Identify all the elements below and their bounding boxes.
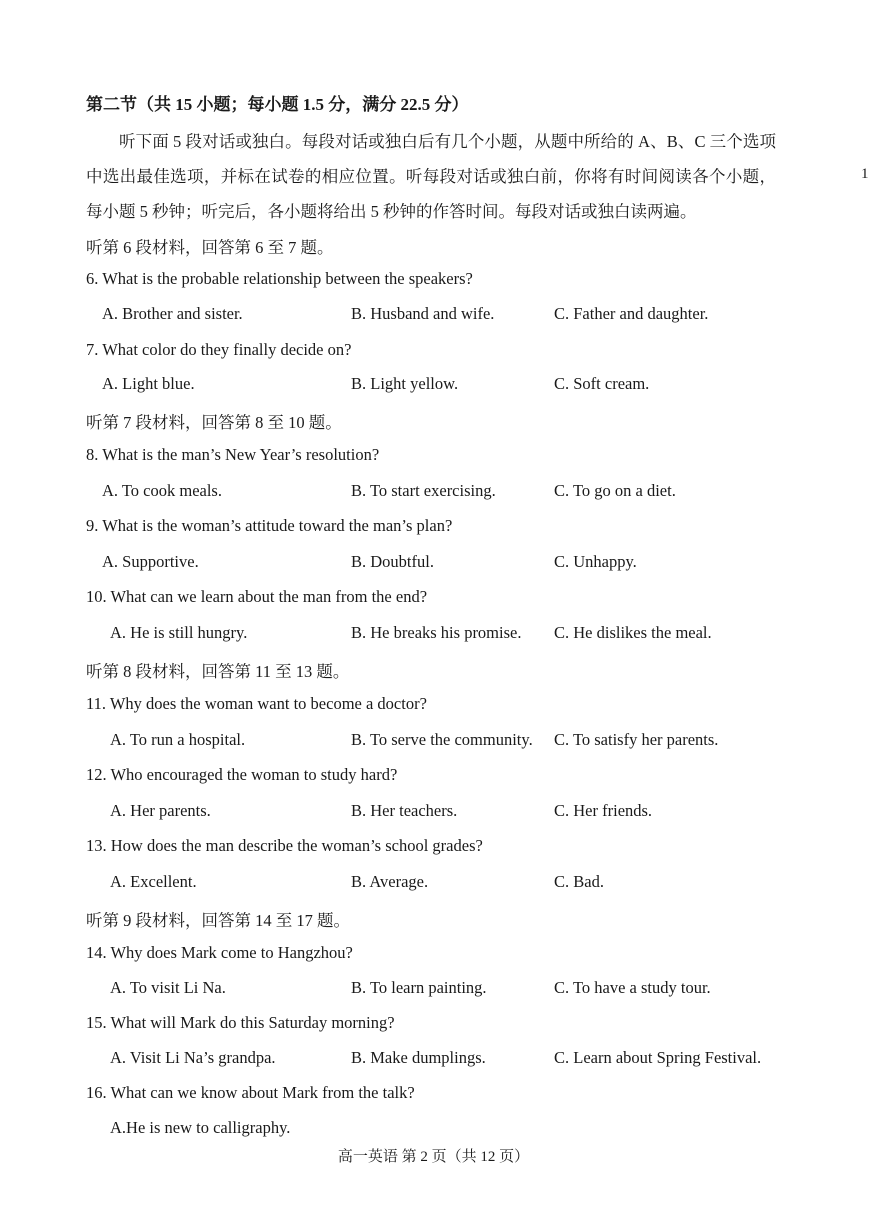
question-stem: 15. What will Mark do this Saturday morning? [86,1013,395,1032]
option-b[interactable]: B. Light yellow. [351,374,459,393]
question-stem: 14. Why does Mark come to Hangzhou? [86,943,353,962]
option-b[interactable]: B. To serve the community. [351,730,533,749]
edge-mark: 1 [861,166,869,182]
option-b[interactable]: B. To start exercising. [351,481,496,500]
option-a[interactable]: A. To cook meals. [102,481,222,500]
option-b[interactable]: B. Average. [351,872,429,891]
option-b[interactable]: B. Doubtful. [351,552,434,571]
option-a[interactable]: A. Supportive. [102,552,199,571]
option-c[interactable]: C. To go on a diet. [554,481,676,500]
passage-heading: 听第 9 段材料，回答第 14 至 17 题。 [86,911,350,930]
option-c[interactable]: C. He dislikes the meal. [554,623,712,642]
section-instructions: 听下面 5 段对话或独白。每段对话或独白后有几个小题，从题中所给的 A、B、C 三个选项中选出最佳选项，并标在试卷的相应位置。听每段对话或独白前，你将有时间阅读各个小题，每小题 5 秒钟；听完后，各小题将给出 5 秒钟的作答时间。每段对话或独白读两遍。 [86,132,776,221]
question-stem: 10. What can we learn about the man from the end? [86,587,428,606]
question-stem: 9. What is the woman’s attitude toward the man’s plan? [86,516,453,535]
option-a[interactable]: A. Light blue. [102,374,195,393]
option-a[interactable]: A. To run a hospital. [110,730,246,749]
option-a[interactable]: A. He is still hungry. [110,623,248,642]
option-b[interactable]: B. Make dumplings. [351,1048,486,1067]
passage-heading: 听第 7 段材料，回答第 8 至 10 题。 [86,413,342,432]
option-c[interactable]: C. Her friends. [554,801,653,820]
option-b[interactable]: B. To learn painting. [351,978,487,997]
option-a[interactable]: A. Brother and sister. [102,304,243,323]
option-a[interactable]: A. Visit Li Na’s grandpa. [110,1048,276,1067]
passage-heading: 听第 6 段材料，回答第 6 至 7 题。 [86,238,334,257]
option-a[interactable]: A. To visit Li Na. [110,978,226,997]
question-stem: 16. What can we know about Mark from the talk? [86,1083,415,1102]
option-a[interactable]: A. Excellent. [110,872,197,891]
option-b[interactable]: B. Husband and wife. [351,304,495,323]
option-c[interactable]: C. Learn about Spring Festival. [554,1048,762,1067]
question-stem: 11. Why does the woman want to become a doctor? [86,694,427,713]
option-c[interactable]: C. Unhappy. [554,552,637,571]
option-c[interactable]: C. To satisfy her parents. [554,730,719,749]
question-stem: 12. Who encouraged the woman to study hard? [86,765,398,784]
option-c[interactable]: C. Soft cream. [554,374,650,393]
option-b[interactable]: B. Her teachers. [351,801,458,820]
option-c[interactable]: C. Bad. [554,872,604,891]
question-stem: 13. How does the man describe the woman’s school grades? [86,836,483,855]
passage-heading: 听第 8 段材料，回答第 11 至 13 题。 [86,662,350,681]
option-c[interactable]: C. To have a study tour. [554,978,711,997]
option-a[interactable]: A. Her parents. [110,801,211,820]
section-title: 第二节（共 15 小题；每小题 1.5 分，满分 22.5 分） [86,95,469,114]
option-c[interactable]: C. Father and daughter. [554,304,709,323]
option-a[interactable]: A.He is new to calligraphy. [110,1118,291,1137]
question-stem: 6. What is the probable relationship between the speakers? [86,269,473,288]
question-stem: 8. What is the man’s New Year’s resolution? [86,445,380,464]
question-stem: 7. What color do they finally decide on? [86,340,352,359]
option-b[interactable]: B. He breaks his promise. [351,623,522,642]
page-footer: 高一英语 第 2 页（共 12 页） [337,1149,530,1165]
